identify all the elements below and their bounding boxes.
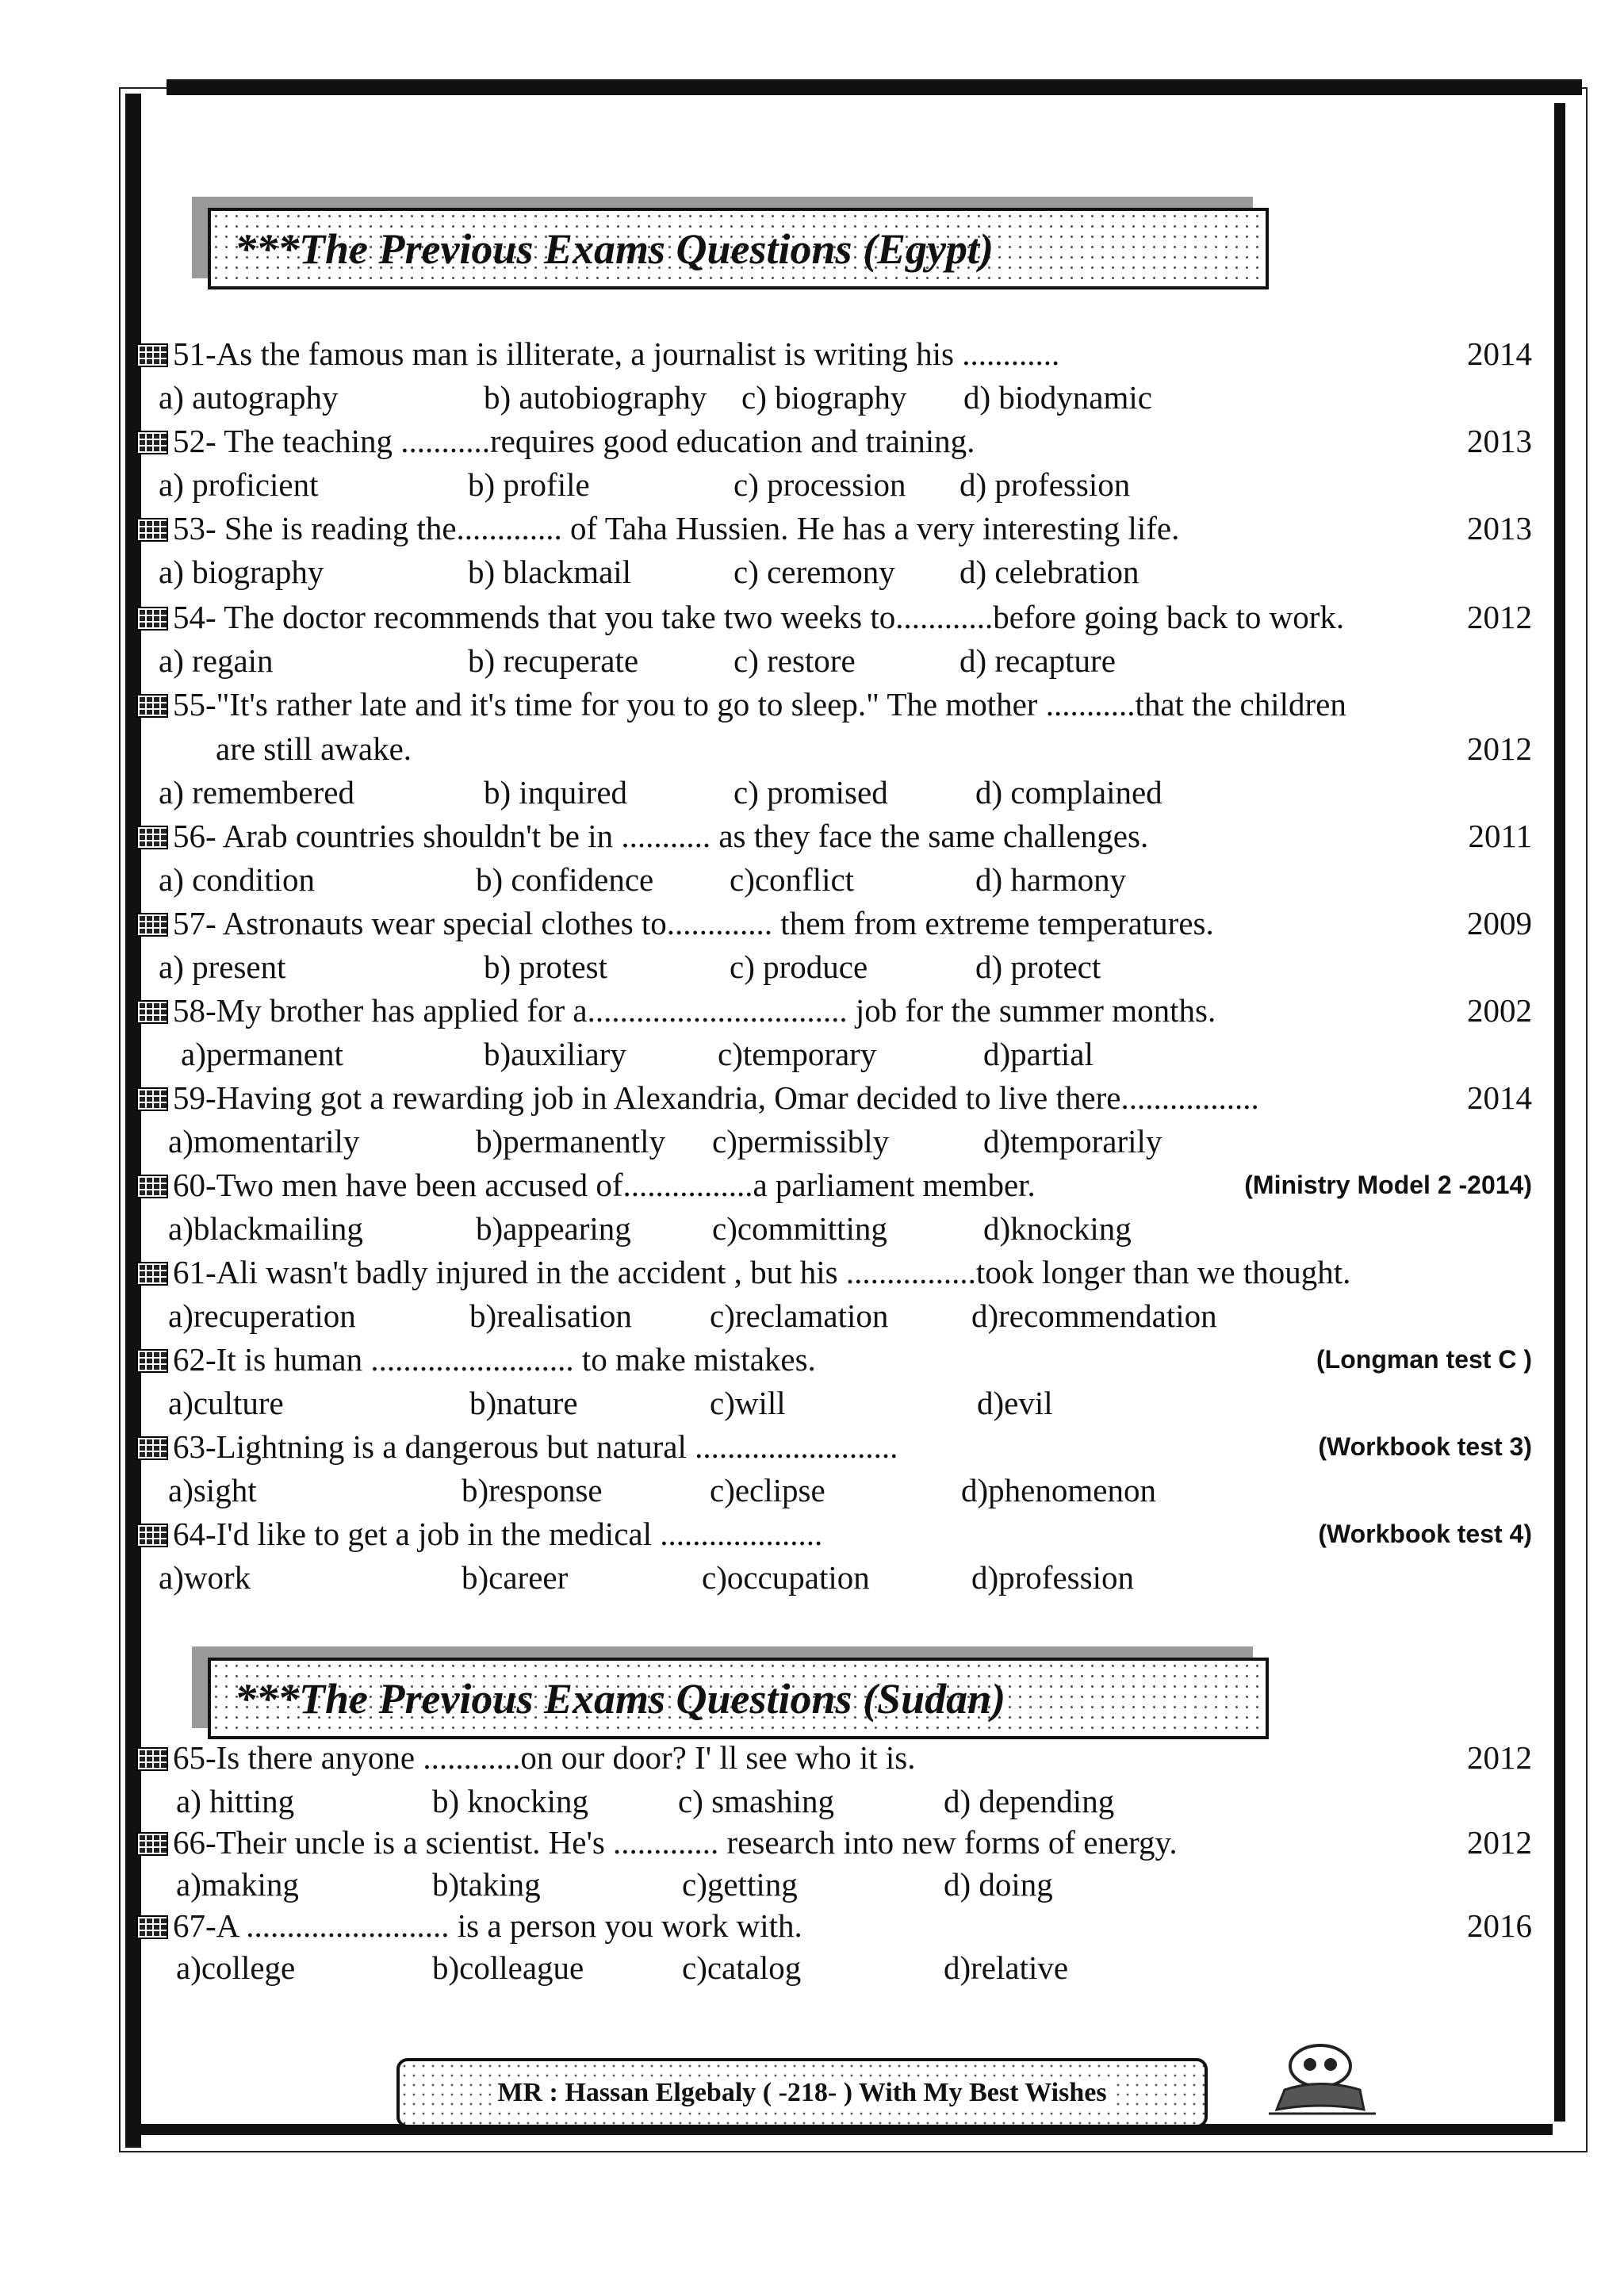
question-row [136, 815, 1532, 857]
book-icon [136, 518, 168, 542]
answer-option: d)evil [977, 1385, 1053, 1421]
question-row [136, 1513, 1532, 1554]
options-row [0, 1780, 1507, 1822]
question-text: 61-Ali wasn't badly injured in the accident , but his ................took longer than we thought. [173, 1254, 1351, 1290]
options-row [0, 464, 1507, 505]
answer-option: b)career [462, 1559, 569, 1596]
question-year: 2009 [1467, 905, 1532, 941]
answer-option: b) blackmail [468, 554, 632, 590]
answer-option: c) ceremony [733, 554, 895, 590]
options-row [0, 1033, 1507, 1075]
answer-option: c) procession [733, 466, 906, 503]
answer-option: b)colleague [432, 1949, 584, 1986]
question-text: 54- The doctor recommends that you take two weeks to............before going back to work. [173, 599, 1345, 635]
answer-option: b)permanently [476, 1123, 666, 1159]
answer-option: a)momentarily [168, 1123, 360, 1159]
options-row [0, 640, 1507, 681]
question-year: 2012 [1467, 599, 1532, 635]
answer-option: b)nature [469, 1385, 578, 1421]
question-row [136, 1822, 1532, 1863]
options-row [0, 1208, 1507, 1249]
question-text: 62-It is human ......................... to make mistakes. [173, 1341, 816, 1378]
frame-border-top [167, 79, 1582, 95]
book-icon [136, 1747, 168, 1771]
frame-border-right [1554, 103, 1565, 2122]
answer-option: a) remembered [159, 774, 354, 811]
question-text-continued: are still awake. [216, 730, 412, 767]
section-title: ***The Previous Exams Questions (Sudan) [235, 1674, 1006, 1723]
answer-option: a)sight [168, 1472, 257, 1508]
answer-option: b) knocking [432, 1783, 588, 1819]
answer-option: c)will [710, 1385, 786, 1421]
answer-option: a) regain [159, 642, 274, 679]
book-icon [136, 1915, 168, 1939]
answer-option: c)reclamation [710, 1297, 889, 1334]
options-row [0, 1470, 1507, 1511]
question-year: 2014 [1467, 1079, 1532, 1116]
answer-option: d) protect [975, 949, 1101, 985]
answer-option: c)getting [682, 1866, 798, 1903]
options-row [0, 551, 1507, 592]
question-text: 53- She is reading the............. of Taha Hussien. He has a very interesting life. [173, 510, 1180, 546]
book-icon [136, 1000, 168, 1024]
book-icon [136, 1087, 168, 1111]
book-icon [136, 826, 168, 849]
answer-option: c) restore [733, 642, 856, 679]
answer-option: a) condition [159, 861, 315, 898]
options-row [0, 377, 1507, 418]
question-row [136, 684, 1532, 725]
answer-option: c)temporary [718, 1036, 877, 1072]
answer-option: d) complained [975, 774, 1162, 811]
question-row [136, 1905, 1532, 1946]
question-text: 60-Two men have been accused of................a parliament member. [173, 1167, 1036, 1203]
section-banner-sudan [208, 1658, 1269, 1739]
question-text: 59-Having got a rewarding job in Alexandria, Omar decided to live there................. [173, 1079, 1259, 1116]
answer-option: d)relative [944, 1949, 1069, 1986]
question-row [136, 903, 1532, 944]
question-text: 58-My brother has applied for a................................ job for the summer months. [173, 992, 1216, 1029]
options-row [0, 1864, 1507, 1905]
question-text: 55-"It's rather late and it's time for you to go to sleep." The mother ...........that the children [173, 686, 1346, 723]
question-text: 67-A ......................... is a person you work with. [173, 1907, 802, 1944]
answer-option: b)auxiliary [484, 1036, 626, 1072]
answer-option: b) inquired [484, 774, 628, 811]
answer-option: d) harmony [975, 861, 1127, 898]
book-icon [136, 1349, 168, 1373]
answer-option: a) hitting [176, 1783, 295, 1819]
answer-option: c)committing [712, 1210, 887, 1247]
book-icon [136, 343, 168, 367]
answer-option: c) produce [730, 949, 868, 985]
answer-option: c)eclipse [710, 1472, 825, 1508]
question-source: (Longman test C ) [1316, 1345, 1532, 1374]
author-logo-icon [1261, 2034, 1380, 2122]
question-row [136, 508, 1532, 549]
answer-option: a)college [176, 1949, 296, 1986]
options-row [0, 1121, 1507, 1162]
answer-option: d) profession [959, 466, 1131, 503]
answer-option: c) promised [733, 774, 888, 811]
book-icon [136, 1436, 168, 1460]
options-row [0, 1947, 1507, 1988]
question-row [136, 1737, 1532, 1778]
answer-option: d) recapture [959, 642, 1116, 679]
book-icon [136, 913, 168, 937]
answer-option: d)phenomenon [961, 1472, 1156, 1508]
question-row [136, 1426, 1532, 1467]
question-source: (Ministry Model 2 -2014) [1244, 1171, 1532, 1199]
book-icon [136, 1832, 168, 1856]
footer-text: MR : Hassan Elgebaly ( -218- ) With My Best Wishes [491, 2078, 1113, 2108]
question-row [136, 1077, 1532, 1118]
answer-option: a) autography [159, 379, 339, 416]
book-icon [136, 1524, 168, 1547]
question-text: 52- The teaching ...........requires good education and training. [173, 423, 975, 459]
question-text: 65-Is there anyone ............on our door? I' ll see who it is. [173, 1739, 916, 1776]
answer-option: d)profession [971, 1559, 1134, 1596]
answer-option: d) depending [944, 1783, 1115, 1819]
book-icon [136, 694, 168, 718]
question-year: 2016 [1467, 1907, 1532, 1944]
answer-option: b) confidence [476, 861, 654, 898]
question-year: 2012 [1467, 1739, 1532, 1776]
question-text: 56- Arab countries shouldn't be in ........... as they face the same challenges. [173, 818, 1149, 854]
answer-option: a)work [159, 1559, 251, 1596]
answer-option: c)permissibly [712, 1123, 890, 1159]
question-text: 57- Astronauts wear special clothes to............. them from extreme temperatures. [173, 905, 1214, 941]
answer-option: d)recommendation [971, 1297, 1217, 1334]
question-year: 2011 [1468, 818, 1532, 854]
question-row [136, 333, 1532, 374]
question-source: (Workbook test 3) [1318, 1432, 1532, 1461]
answer-option: a)making [176, 1866, 299, 1903]
answer-option: a) proficient [159, 466, 319, 503]
question-row [136, 1339, 1532, 1380]
question-text: 63-Lightning is a dangerous but natural ......................... [173, 1428, 898, 1465]
question-row [136, 1251, 1532, 1293]
answer-option: a)blackmailing [168, 1210, 363, 1247]
answer-option: b)response [462, 1472, 603, 1508]
book-icon [136, 607, 168, 631]
question-text: 64-I'd like to get a job in the medical .................... [173, 1516, 823, 1552]
options-row [0, 1557, 1507, 1598]
section-banner-egypt [208, 208, 1269, 289]
question-year: 2012 [1467, 730, 1532, 767]
answer-option: b) recuperate [468, 642, 639, 679]
answer-option: c)occupation [702, 1559, 870, 1596]
question-text: 51-As the famous man is illiterate, a journalist is writing his ............ [173, 335, 1060, 372]
answer-option: c) biography [741, 379, 907, 416]
answer-option: a)permanent [181, 1036, 343, 1072]
answer-option: d)partial [983, 1036, 1094, 1072]
answer-option: a)culture [168, 1385, 284, 1421]
options-row [0, 1295, 1507, 1336]
question-year: 2013 [1467, 423, 1532, 459]
answer-option: c)catalog [682, 1949, 802, 1986]
question-row [136, 1164, 1532, 1205]
answer-option: b) protest [484, 949, 607, 985]
question-year: 2014 [1467, 335, 1532, 372]
book-icon [136, 431, 168, 454]
options-row [0, 859, 1507, 900]
question-row [136, 990, 1532, 1031]
answer-option: b)taking [432, 1866, 541, 1903]
answer-option: a)recuperation [168, 1297, 356, 1334]
question-row [136, 596, 1532, 638]
footer-signature [396, 2058, 1208, 2128]
answer-option: c)conflict [730, 861, 855, 898]
answer-option: b) autobiography [484, 379, 707, 416]
book-icon [136, 1262, 168, 1286]
answer-option: a) biography [159, 554, 324, 590]
question-source: (Workbook test 4) [1318, 1520, 1532, 1548]
question-text: 66-Their uncle is a scientist. He's ............. research into new forms of energy. [173, 1824, 1178, 1861]
answer-option: d) celebration [959, 554, 1139, 590]
answer-option: d)temporarily [983, 1123, 1162, 1159]
options-row [0, 946, 1507, 987]
options-row [0, 772, 1507, 813]
answer-option: b) profile [468, 466, 590, 503]
answer-option: d) doing [944, 1866, 1053, 1903]
answer-option: c) smashing [678, 1783, 834, 1819]
question-row-continued [136, 728, 1532, 769]
book-icon [136, 1175, 168, 1198]
answer-option: b)realisation [469, 1297, 632, 1334]
answer-option: a) present [159, 949, 286, 985]
answer-option: d) biodynamic [963, 379, 1152, 416]
answer-option: b)appearing [476, 1210, 631, 1247]
options-row [0, 1382, 1507, 1424]
question-row [136, 420, 1532, 462]
question-year: 2012 [1467, 1824, 1532, 1861]
question-year: 2013 [1467, 510, 1532, 546]
section-title: ***The Previous Exams Questions (Egypt) [235, 224, 994, 273]
answer-option: d)knocking [983, 1210, 1132, 1247]
question-year: 2002 [1467, 992, 1532, 1029]
